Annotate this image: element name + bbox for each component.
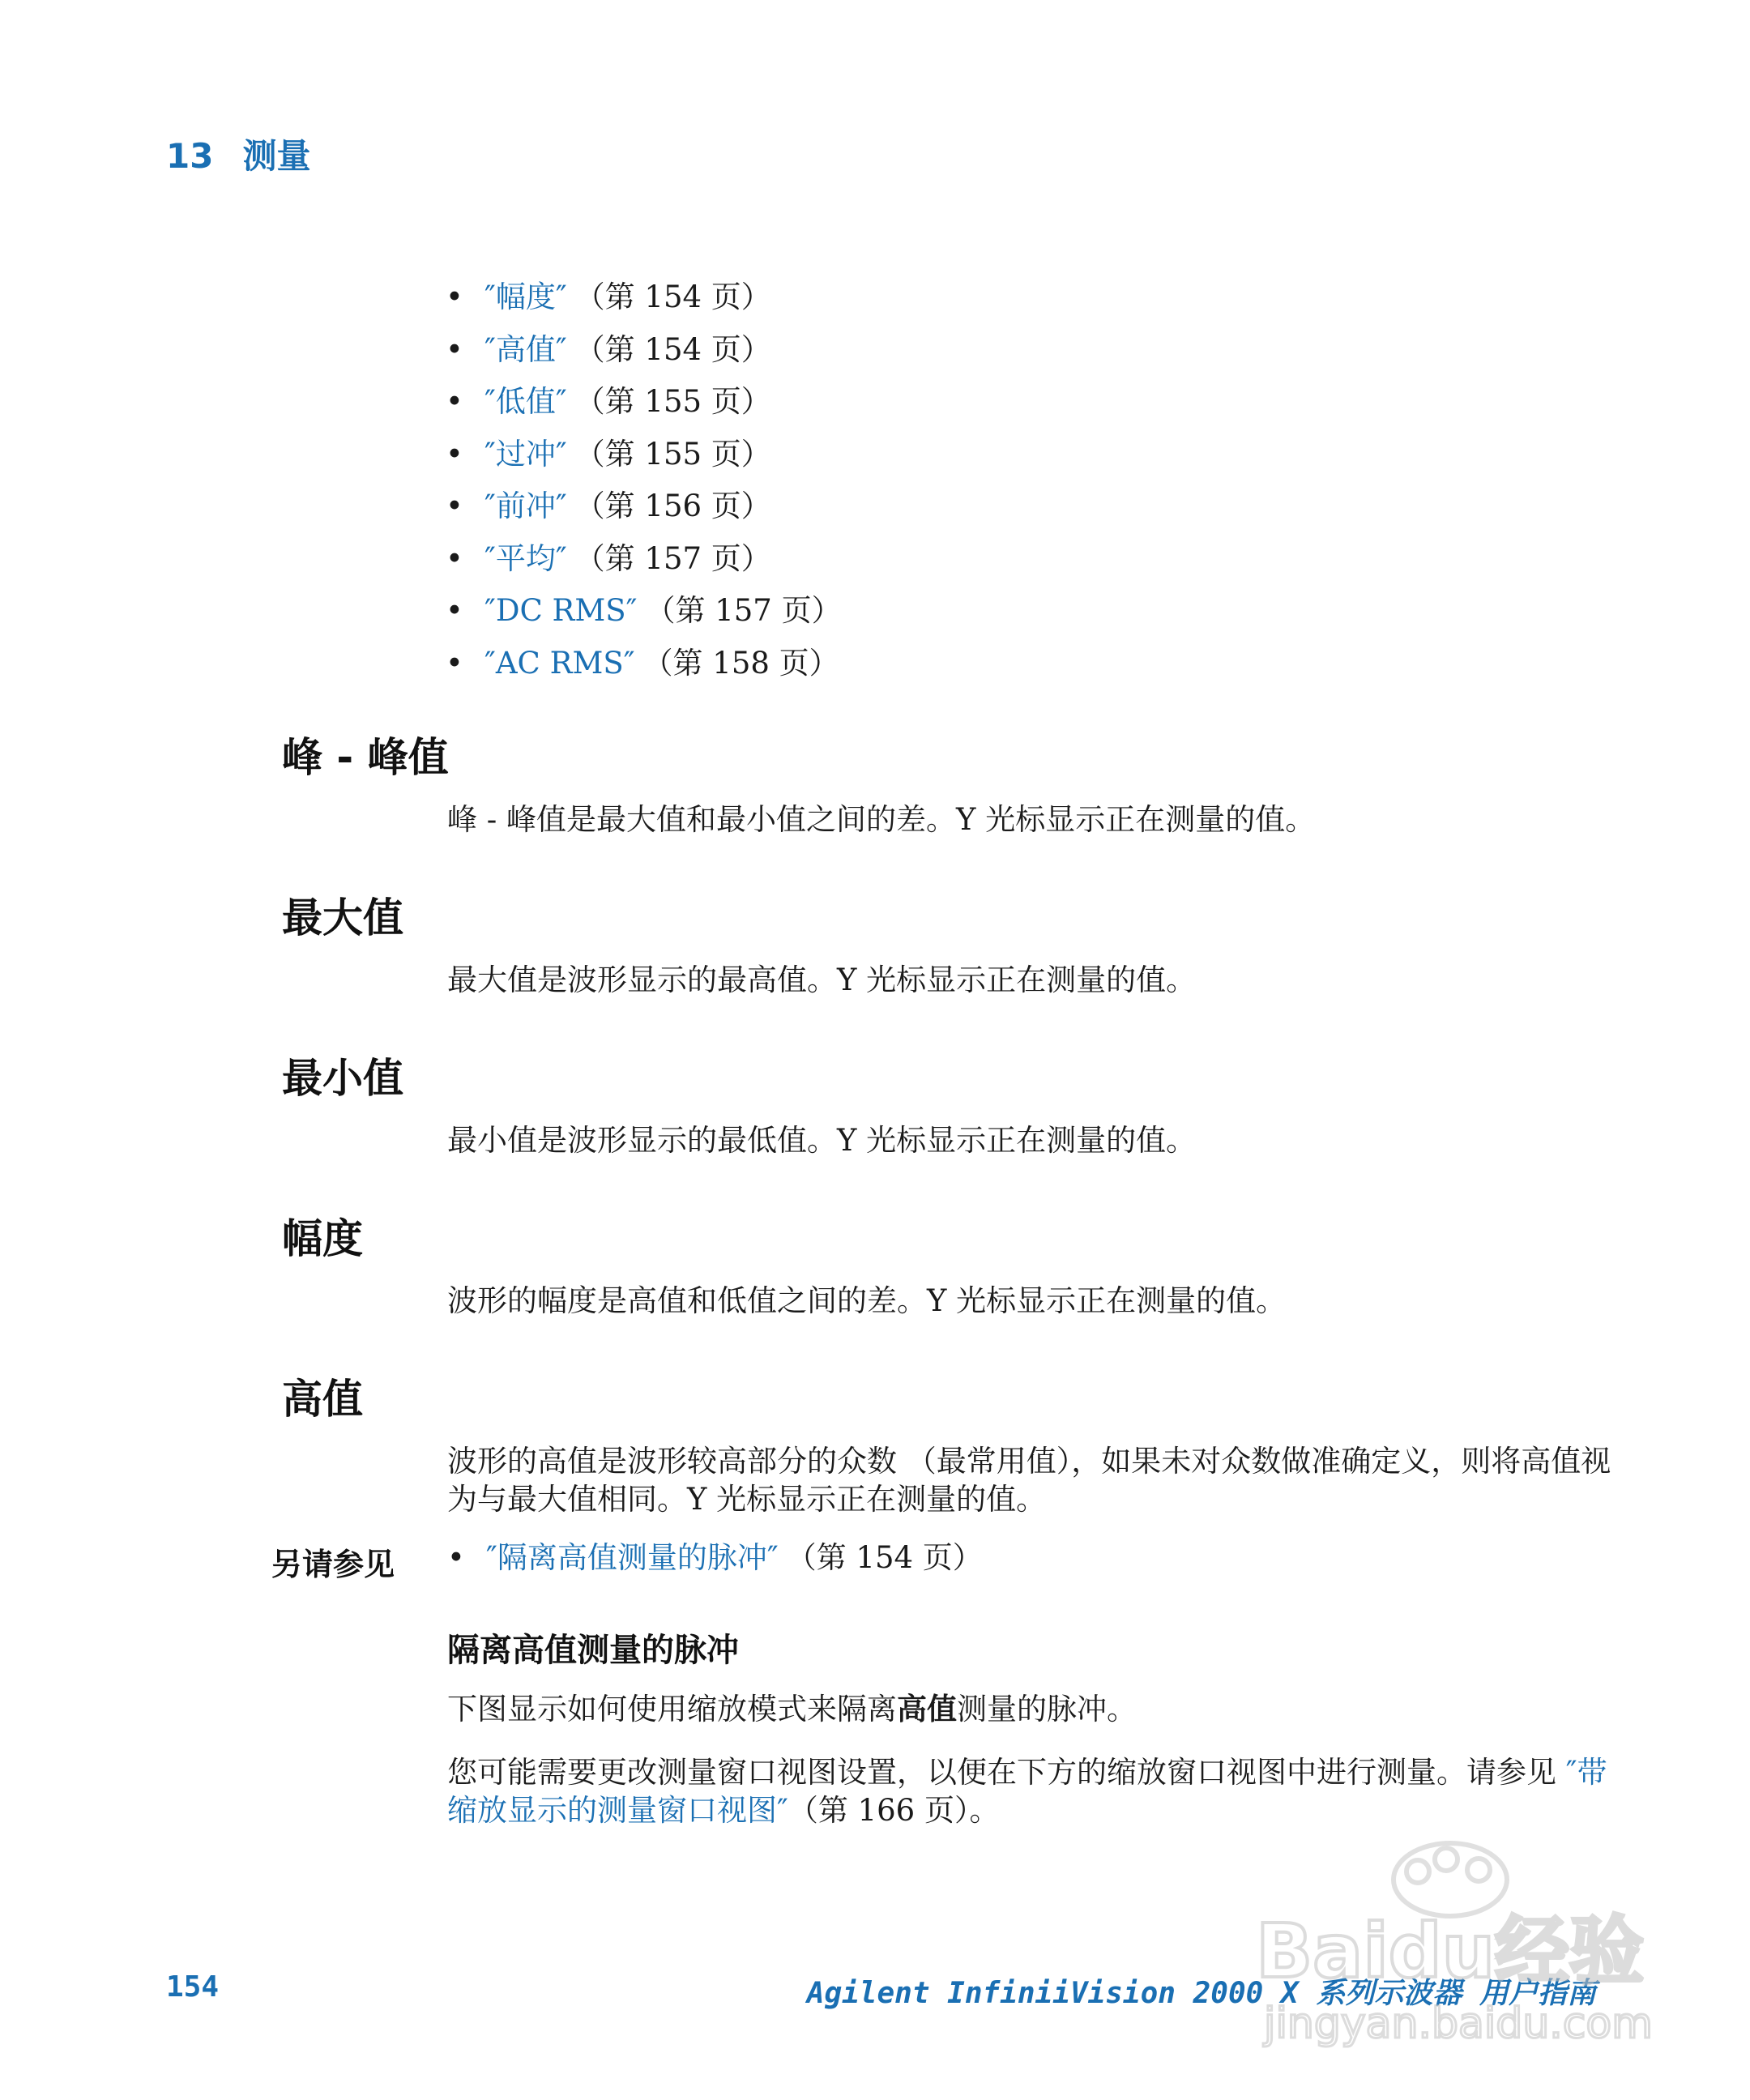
- paragraph-maximum: [447, 961, 1614, 999]
- heading-isolate-pulse: 隔离高值测量的脉冲: [447, 1632, 739, 1669]
- bullet-icon: •: [446, 593, 463, 628]
- paragraph-text: 最大值是波形显示的最高值。Y 光标显示正在测量的值。: [447, 962, 1197, 997]
- bullet-icon: •: [446, 645, 463, 681]
- list-item: [446, 638, 842, 690]
- page-ref: （第 155 页）: [574, 436, 771, 472]
- bold-term: 高值: [897, 1692, 957, 1727]
- paragraph-minimum: [447, 1121, 1614, 1159]
- xref-link-zoom-window[interactable]: ″带缩放显示的测量窗口视图″: [447, 1755, 1607, 1828]
- paragraph-isolate-2: [447, 1753, 1614, 1829]
- chapter-header: [166, 130, 310, 178]
- xref-link-base[interactable]: ″低值″: [484, 384, 567, 419]
- baidu-watermark-icon: [1248, 1839, 1669, 2050]
- list-item: [446, 585, 842, 638]
- xref-link-ac-rms[interactable]: ″AC RMS″: [484, 645, 635, 681]
- list-item: [446, 376, 842, 429]
- list-item: [446, 271, 842, 324]
- paragraph-peak-to-peak: [447, 800, 1614, 839]
- paragraph-text: 波形的高值是波形较高部分的众数 （最常用值），如果未对众数做准确定义，则将高值视为与最大值相同。Y 光标显示正在测量的值。: [447, 1444, 1611, 1517]
- paragraph-text: （第 166 页）。: [788, 1793, 1000, 1828]
- page-number: 154: [166, 1970, 220, 2004]
- list-item: [446, 429, 842, 481]
- bullet-icon: •: [446, 489, 463, 523]
- see-also-label: 另请参见: [271, 1547, 395, 1582]
- bullet-icon: •: [446, 384, 463, 419]
- bullet-icon: •: [446, 331, 463, 367]
- xref-link-dc-rms[interactable]: ″DC RMS″: [484, 593, 638, 628]
- page-ref: （第 157 页）: [574, 540, 771, 576]
- paragraph-text: 波形的幅度是高值和低值之间的差。Y 光标显示正在测量的值。: [447, 1283, 1287, 1318]
- heading-minimum: 最小值: [282, 1055, 403, 1102]
- list-item: [446, 324, 842, 377]
- xref-link-top[interactable]: ″高值″: [484, 331, 567, 367]
- list-item: [446, 480, 842, 533]
- paragraph-text: 您可能需要更改测量窗口视图设置，以便在下方的缩放窗口视图中进行测量。请参见: [447, 1755, 1566, 1790]
- bullet-icon: •: [447, 1540, 465, 1575]
- bullet-icon: •: [446, 436, 463, 472]
- page-ref: （第 154 页）: [574, 331, 771, 367]
- page-ref: （第 155 页）: [574, 384, 771, 419]
- bullet-icon: •: [446, 540, 463, 576]
- bullet-icon: •: [446, 280, 463, 314]
- chapter-title: 测量: [242, 136, 311, 176]
- watermark-brand: Baidu经验: [1256, 1908, 1645, 1995]
- footer-title: Agilent InfiniiVision 2000 X 系列示波器 用户指南: [806, 1977, 1596, 2010]
- heading-peak-to-peak: 峰 - 峰值: [282, 734, 449, 781]
- list-item: [446, 533, 842, 586]
- watermark-url: jingyan.baidu.com: [1264, 2000, 1653, 2048]
- paragraph-amplitude: [447, 1282, 1614, 1320]
- xref-link-preshoot[interactable]: ″前冲″: [484, 489, 567, 523]
- paragraph-text: 测量的脉冲。: [957, 1692, 1137, 1727]
- paragraph-isolate-1: [447, 1690, 1614, 1728]
- xref-link-amplitude[interactable]: ″幅度″: [484, 280, 567, 314]
- heading-amplitude: 幅度: [282, 1215, 363, 1262]
- paragraph-text: 最小值是波形显示的最低值。Y 光标显示正在测量的值。: [447, 1123, 1197, 1158]
- see-also-item: [447, 1538, 983, 1578]
- paragraph-text: 下图显示如何使用缩放模式来隔离: [447, 1692, 897, 1727]
- page-ref: （第 158 页）: [642, 645, 839, 681]
- xref-link-isolate-pulse[interactable]: ″隔离高值测量的脉冲″: [486, 1540, 779, 1575]
- xref-link-average[interactable]: ″平均″: [484, 540, 567, 576]
- measurement-link-list: [446, 271, 842, 689]
- page-ref: （第 154 页）: [786, 1540, 983, 1575]
- paragraph-top: [447, 1442, 1614, 1518]
- page-ref: （第 154 页）: [574, 280, 771, 314]
- heading-top: 高值: [282, 1376, 363, 1423]
- heading-maximum: 最大值: [282, 894, 403, 941]
- page-ref: （第 156 页）: [574, 489, 771, 523]
- chapter-number: 13: [166, 136, 214, 176]
- paragraph-text: 峰 - 峰值是最大值和最小值之间的差。Y 光标显示正在测量的值。: [447, 802, 1316, 837]
- xref-link-overshoot[interactable]: ″过冲″: [484, 436, 567, 472]
- page-ref: （第 157 页）: [645, 593, 842, 628]
